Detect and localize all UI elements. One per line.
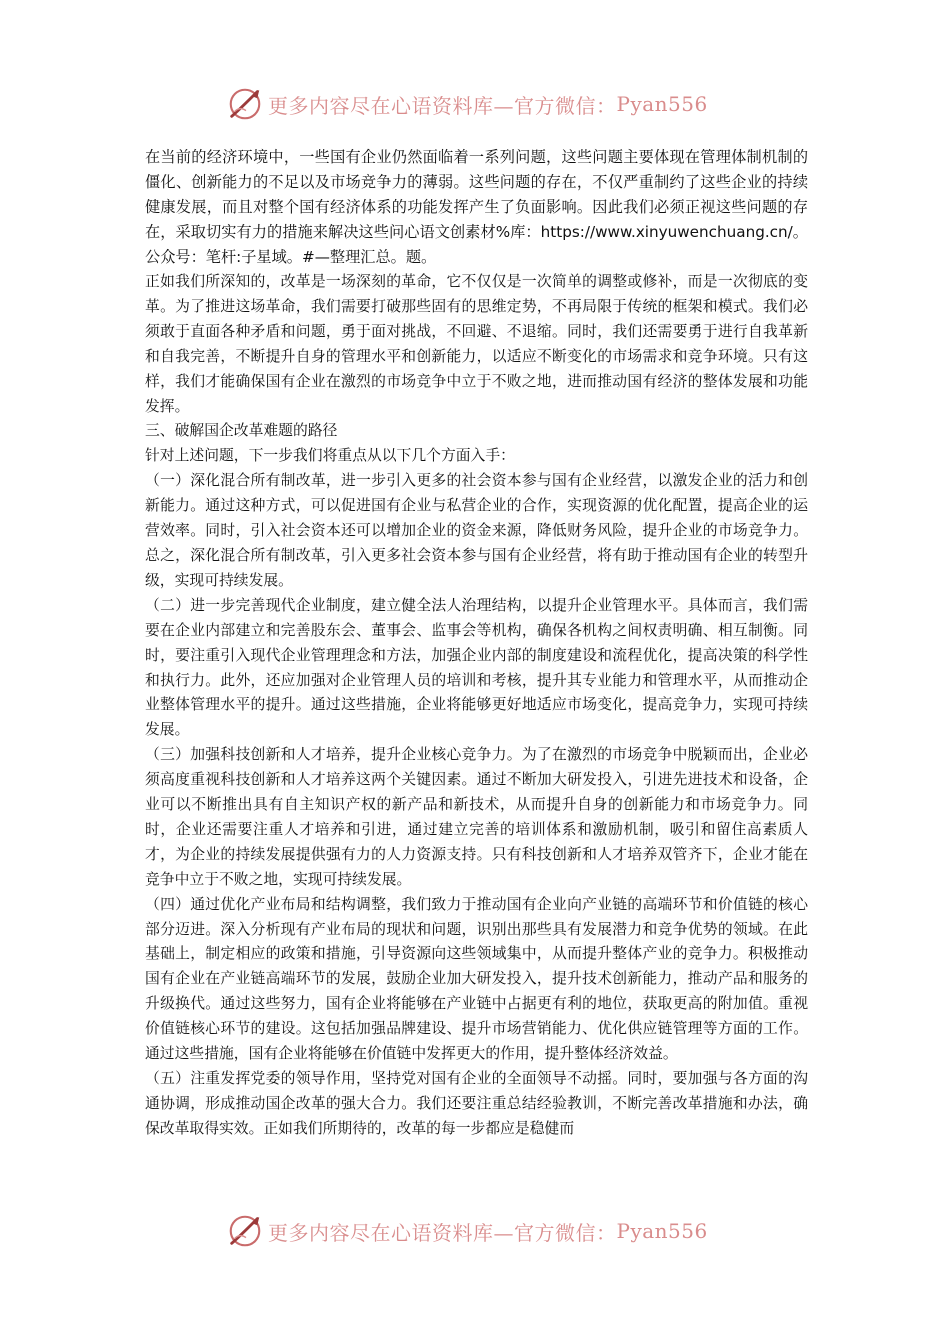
watermark-text: 更多内容尽在心语资料库—官方微信：: [268, 93, 617, 118]
brush-pen-logo-icon: [226, 1212, 264, 1250]
intro-paragraph: 在当前的经济环境中，一些国有企业仍然面临着一系列问题，这些问题主要体现在管理体制机制的僵化、创新能力的不足以及市场竞争力的薄弱。这些问题的存在，不仅严重制约了这些企业的持续健康发展，而且对整个国有经济体系的功能发挥产生了负面影响。因此我们必须正视这些问题的存在，采取切实有力的措施来解决这些问心语文创素材%库：https://www.xinyuwenchuang.cn/。公众号：笔杆:子星域。#—整理汇总。题。: [145, 148, 808, 266]
paragraph-reform-revolution: 正如我们所深知的，改革是一场深刻的革命，它不仅仅是一次简单的调整或修补，而是一次彻底的变革。为了推进这场革命，我们需要打破那些固有的思维定势，不再局限于传统的框架和模式。我们必须敢于直面各种矛盾和问题，勇于面对挑战，不回避、不退缩。同时，我们还需要勇于进行自我革新和自我完善，不断提升自身的管理水平和创新能力，以适应不断变化的市场需求和竞争环境。只有这样，我们才能确保国有企业在激烈的市场竞争中立于不败之地，进而推动国有经济的整体发展和功能发挥。: [145, 273, 808, 415]
watermark-banner-bottom: [226, 1211, 746, 1251]
watermark-wechat-id: Pyan556: [616, 92, 708, 116]
paragraph-item-4: （四）通过优化产业布局和结构调整，我们致力于推动国有企业向产业链的高端环节和价值链的核心部分迈进。深入分析现有产业布局的现状和问题，识别出那些具有发展潜力和竞争优势的领域。在此基础上，制定相应的政策和措施，引导资源向这些领域集中，从而提升整体产业的竞争力。积极推动国有企业在产业链高端环节的发展，鼓励企业加大研发投入，提升技术创新能力，推动产品和服务的升级换代。通过这些努力，国有企业将能够在产业链中占据更有利的地位，获取更高的附加值。重视价值链核心环节的建设。这包括加强品牌建设、提升市场营销能力、优化供应链管理等方面的工作。通过这些措施，国有企业将能够在价值链中发挥更大的作用，提升整体经济效益。: [145, 895, 808, 1063]
document-body: [145, 145, 808, 1142]
watermark-wechat-id: Pyan556: [616, 1219, 708, 1243]
paragraph-item-1: （一）深化混合所有制改革，进一步引入更多的社会资本参与国有企业经营，以激发企业的活力和创新能力。通过这种方式，可以促进国有企业与私营企业的合作，实现资源的优化配置，提高企业的运营效率。同时，引入社会资本还可以增加企业的资金来源，降低财务风险，提升企业的市场竞争力。总之，深化混合所有制改革，引入更多社会资本参与国有企业经营，将有助于推动国有企业的转型升级，实现可持续发展。: [145, 472, 808, 589]
paragraph-item-3: （三）加强科技创新和人才培养，提升企业核心竞争力。为了在激烈的市场竞争中脱颖而出，企业必须高度重视科技创新和人才培养这两个关键因素。通过不断加大研发投入，引进先进技术和设备，企业可以不断推出具有自主知识产权的新产品和新技术，从而提升自身的创新能力和市场竞争力。同时，企业还需要注重人才培养和引进，通过建立完善的培训体系和激励机制，吸引和留住高素质人才，为企业的持续发展提供强有力的人力资源支持。只有科技创新和人才培养双管齐下，企业才能在竞争中立于不败之地，实现可持续发展。: [145, 746, 808, 888]
paragraph-item-2: （二）进一步完善现代企业制度，建立健全法人治理结构，以提升企业管理水平。具体而言，我们需要在企业内部建立和完善股东会、董事会、监事会等机构，确保各机构之间权责明确、相互制衡。同时，要注重引入现代企业管理理念和方法，加强企业内部的制度建设和流程优化，提高决策的科学性和执行力。此外，还应加强对企业管理人员的培训和考核，提升其专业能力和管理水平，从而推动企业整体管理水平的提升。通过这些措施，企业将能够更好地适应市场变化，提高竞争力，实现可持续发展。: [145, 596, 808, 739]
paragraph-item-5: （五）注重发挥党委的领导作用，坚持党对国有企业的全面领导不动摇。同时，要加强与各方面的沟通协调，形成推动国企改革的强大合力。我们还要注重总结经验教训，不断完善改革措施和办法，确保改革取得实效。正如我们所期待的，改革的每一步都应是稳健而: [145, 1070, 808, 1137]
paragraph-lead-in: 针对上述问题，下一步我们将重点从以下几个方面入手：: [145, 447, 515, 465]
section-heading-3: 三、破解国企改革难题的路径: [145, 422, 338, 440]
brush-pen-logo-icon: [226, 85, 264, 123]
watermark-banner-top: [226, 84, 746, 124]
watermark-text: 更多内容尽在心语资料库—官方微信：: [268, 1220, 617, 1245]
